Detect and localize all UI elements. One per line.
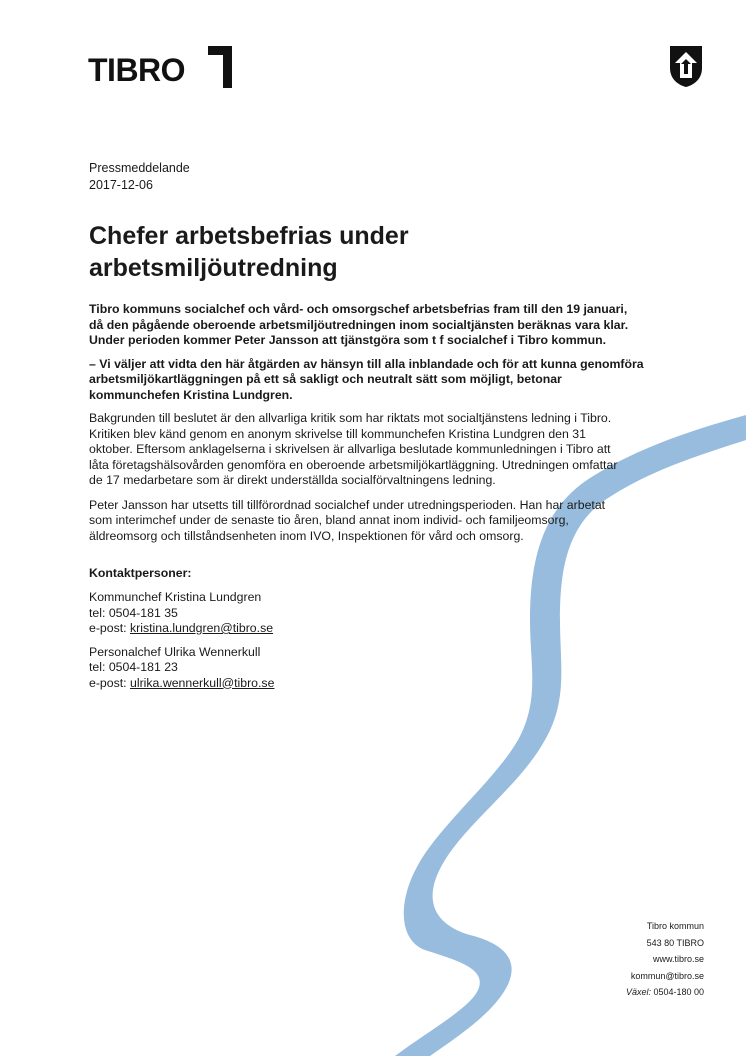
footer-phone: [626, 984, 704, 1001]
email-link[interactable]: kristina.lundgren@tibro.se: [130, 621, 274, 635]
quote-paragraph: – Vi väljer att vidta den här åtgärden av hänsyn till alla inblandade och för att kunna genomföra arbetsmiljökartläggningen på ett så sakligt och neutralt sätt som möjligt, betonar kommunchefen Kristina Lundgren.: [89, 356, 644, 402]
document-date: 2017-12-06: [89, 178, 153, 192]
lead-paragraph: Tibro kommuns socialchef och vård- och omsorgschef arbetsbefrias fram till den 19 januari, då den pågående oberoende arbetsmiljöutredningen inom socialtjänsten beräknas vara klar. Under perioden kommer Peter Jansson att tjänstgöra som t f socialchef i Tibro kommun.: [89, 302, 629, 347]
contact-card: [89, 645, 649, 692]
contact-email-row: [89, 676, 649, 692]
municipal-crest-icon: [668, 44, 704, 88]
contact-phone: tel: 0504-181 35: [89, 605, 178, 620]
body-paragraph: Bakgrunden till beslutet är den allvarliga kritik som har riktats mot socialtjänstens ledning i Tibro. Kritiken blev känd genom en anonym skrivelse till kommunchefen Kristina Lundgren den 31 oktober. Eftersom anklagelserna i skrivelsen är allvarliga beslutade kommunledningen i Tibro att låta företagshälsovården genomföra en oberoende arbetsmiljökartläggning. Utredningen omfattar de 17 medarbetare som är direkt underställda socialförvaltningens ledning.: [89, 411, 618, 487]
contact-phone: tel: 0504-181 23: [89, 660, 178, 674]
page-title: Chefer arbetsbefrias under arbetsmiljöutredning: [89, 222, 409, 282]
footer-org: Tibro kommun: [646, 921, 704, 931]
footer-address: [626, 918, 704, 1001]
body-paragraph: Peter Jansson har utsetts till tillförordnad socialchef under utredningsperioden. Han har arbetat som interimchef under de senaste tio åren, bland annat inom individ- och familjeomsorg, äldreomsorg och tillståndsenheten inom IVO, Inspektionen för vård och omsorg.: [89, 497, 606, 543]
email-label: e-post:: [89, 621, 131, 635]
contact-email-row: [89, 621, 649, 637]
contacts-heading: Kontaktpersoner:: [89, 566, 192, 580]
logo-bracket-icon: [206, 46, 232, 88]
phone-label: Växel:: [625, 987, 651, 997]
footer-address-line: 543 80 TIBRO: [646, 937, 704, 948]
tibro-logo[interactable]: [88, 46, 238, 92]
contact-card: [89, 590, 649, 637]
contact-name: Personalchef Ulrika Wennerkull: [89, 644, 261, 659]
document-type: Pressmeddelande: [89, 161, 190, 175]
press-release: [89, 160, 649, 699]
footer-email[interactable]: kommun@tibro.se: [630, 970, 704, 981]
phone-number: 0504-180 00: [650, 987, 704, 997]
contact-name: Kommunchef Kristina Lundgren: [89, 590, 262, 604]
email-link[interactable]: ulrika.wennerkull@tibro.se: [130, 675, 275, 690]
footer-web[interactable]: www.tibro.se: [652, 954, 704, 964]
logo-text: TIBRO: [88, 52, 186, 88]
email-label: e-post:: [89, 675, 131, 690]
